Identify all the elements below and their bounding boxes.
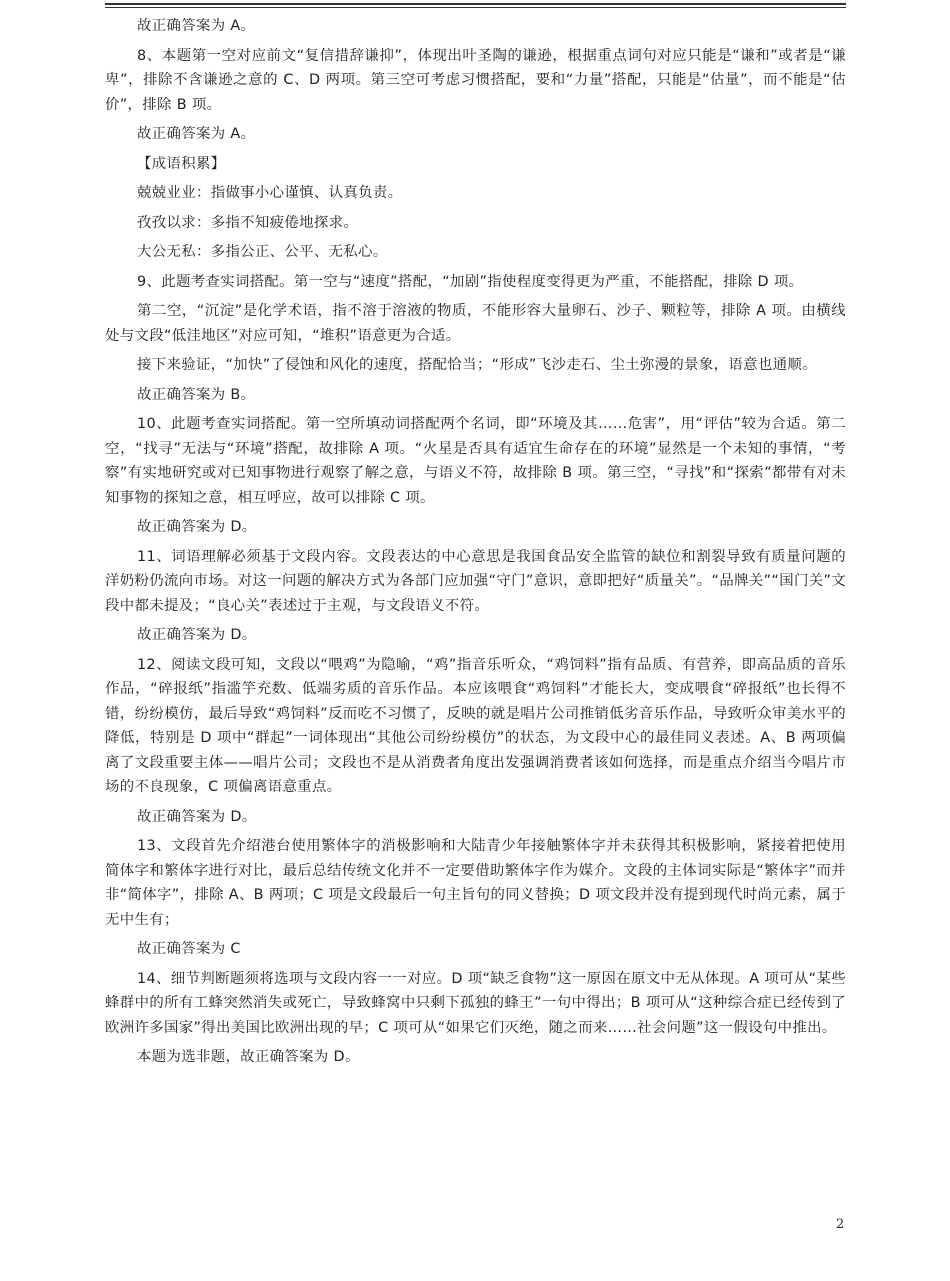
explanation-12: 12、阅读文段可知，文段以“喂鸡”为隐喻，“鸡”指音乐听众，“鸡饲料”指有品质、有营养，即高品质的音乐作品，“碎报纸”指滥竽充数、低端劣质的音乐作品。本应该喂食“鸡饲料”才能长大，变成喂食“碎报纸”也长得不错，纷纷模仿，最后导致“鸡饲料”反而吃不习惯了，反映的就是唱片公司推销低劣音乐作品，导致听众审美水平的降低，特别是 D 项中“群起”一词体现出“其他公司纷纷模仿”的状态，为文段中心的最佳同义表述。A、B 两项偏离了文段重要主体——唱片公司；文段也不是从消费者角度出发强调消费者该如何选择，而是重点介绍当今唱片市场的不良现象，C 项偏离语意重点。: [105, 656, 846, 795]
idiom-entry: 大公无私：多指公正、公平、无私心。: [137, 244, 388, 260]
idiom-entry: 孜孜以求：多指不知疲倦地探求。: [137, 214, 359, 231]
idiom-heading: 【成语积累】: [137, 155, 226, 172]
explanation-14: 14、细节判断题须将选项与文段内容一一对应。D 项“缺乏食物”这一原因在原文中无从体现。A 项可从“某些蜂群中的所有工蜂突然消失或死亡，导致蜂窝中只剩下孤独的蜂王”一句中得出；B 项可从“这种综合症已经传到了欧洲许多国家”得出美国比欧洲出现的早；C 项可从“如果它们灭绝，随之而来……社会问题”这一假设句中推出。: [105, 970, 846, 1036]
answer-line: 故正确答案为 A。: [137, 18, 256, 34]
answer-line: 故正确答案为 D。: [137, 627, 257, 643]
explanation-10: 10、此题考查实词搭配。第一空所填动词搭配两个名词，即“环境及其……危害”，用“评估”较为合适。第二空，“找寻”无法与“环境”搭配，故排除 A 项。“火星是否具有适宜生命存在的环境”显然是一个未知的事情，“考察”有实地研究或对已知事物进行观察了解之意，与语义不符，故排除 B 项。第三空，“寻找”和“探索”都带有对未知事物的探知之意，相互呼应，故可以排除 C 项。: [105, 416, 846, 506]
explanation-9-verify: 接下来验证，“加快”了侵蚀和风化的速度，搭配恰当；“形成”飞沙走石、尘土弥漫的景象，语意也通顺。: [137, 357, 817, 373]
explanation-11: 11、词语理解必须基于文段内容。文段表达的中心意思是我国食品安全监管的缺位和割裂导致有质量问题的洋奶粉仍流向市场。对这一问题的解决方式为各部门应加强“守门”意识，意即把好“质量关”。“品牌关”“国门关”文段中都未提及；“良心关”表述过于主观，与文段语义不符。: [105, 548, 846, 614]
page-number: 2: [836, 1217, 845, 1232]
answer-line: 故正确答案为 C: [137, 941, 241, 957]
idiom-entry: 兢兢业业：指做事小心谨慎、认真负责。: [137, 185, 403, 201]
header-rule: [105, 3, 846, 5]
header-rule-thin: [105, 7, 846, 8]
answer-line: 故正确答案为 B。: [137, 386, 256, 403]
explanation-9-cont: 第二空，“沉淀”是化学术语，指不溶于溶液的物质，不能形容大量卵石、沙子、颗粒等，排除 A 项。由横线处与文段“低洼地区”对应可知，“堆积”语意更为合适。: [105, 303, 846, 344]
explanation-8: 8、本题第一空对应前文“复信措辞谦抑”，体现出叶圣陶的谦逊，根据重点词句对应只能是“谦和”或者是“谦卑”，排除不含谦逊之意的 C、D 两项。第三空可考虑习惯搭配，要和“力量”搭配，只能是“估量”，而不能是“估价”，排除 B 项。: [105, 47, 846, 113]
explanation-9: 9、此题考查实词搭配。第一空与“速度”搭配，“加剧”指使程度变得更为严重，不能搭配，排除 D 项。: [137, 273, 804, 290]
answer-line: 本题为选非题，故正确答案为 D。: [137, 1049, 360, 1065]
explanation-13: 13、文段首先介绍港台使用繁体字的消极影响和大陆青少年接触繁体字并未获得其积极影响，紧接着把使用简体字和繁体字进行对比，最后总结传统文化并不一定要借助繁体字作为媒介。文段的主体词实际是“繁体字”而并非“简体字”，排除 A、B 两项；C 项是文段最后一句主旨句的同义替换；D 项文段并没有提到现代时尚元素，属于无中生有；: [105, 838, 846, 928]
answer-line: 故正确答案为 D。: [137, 519, 257, 535]
answer-line: 故正确答案为 D。: [137, 808, 257, 825]
answer-line: 故正确答案为 A。: [137, 126, 256, 142]
document-body: [105, 14, 846, 1075]
